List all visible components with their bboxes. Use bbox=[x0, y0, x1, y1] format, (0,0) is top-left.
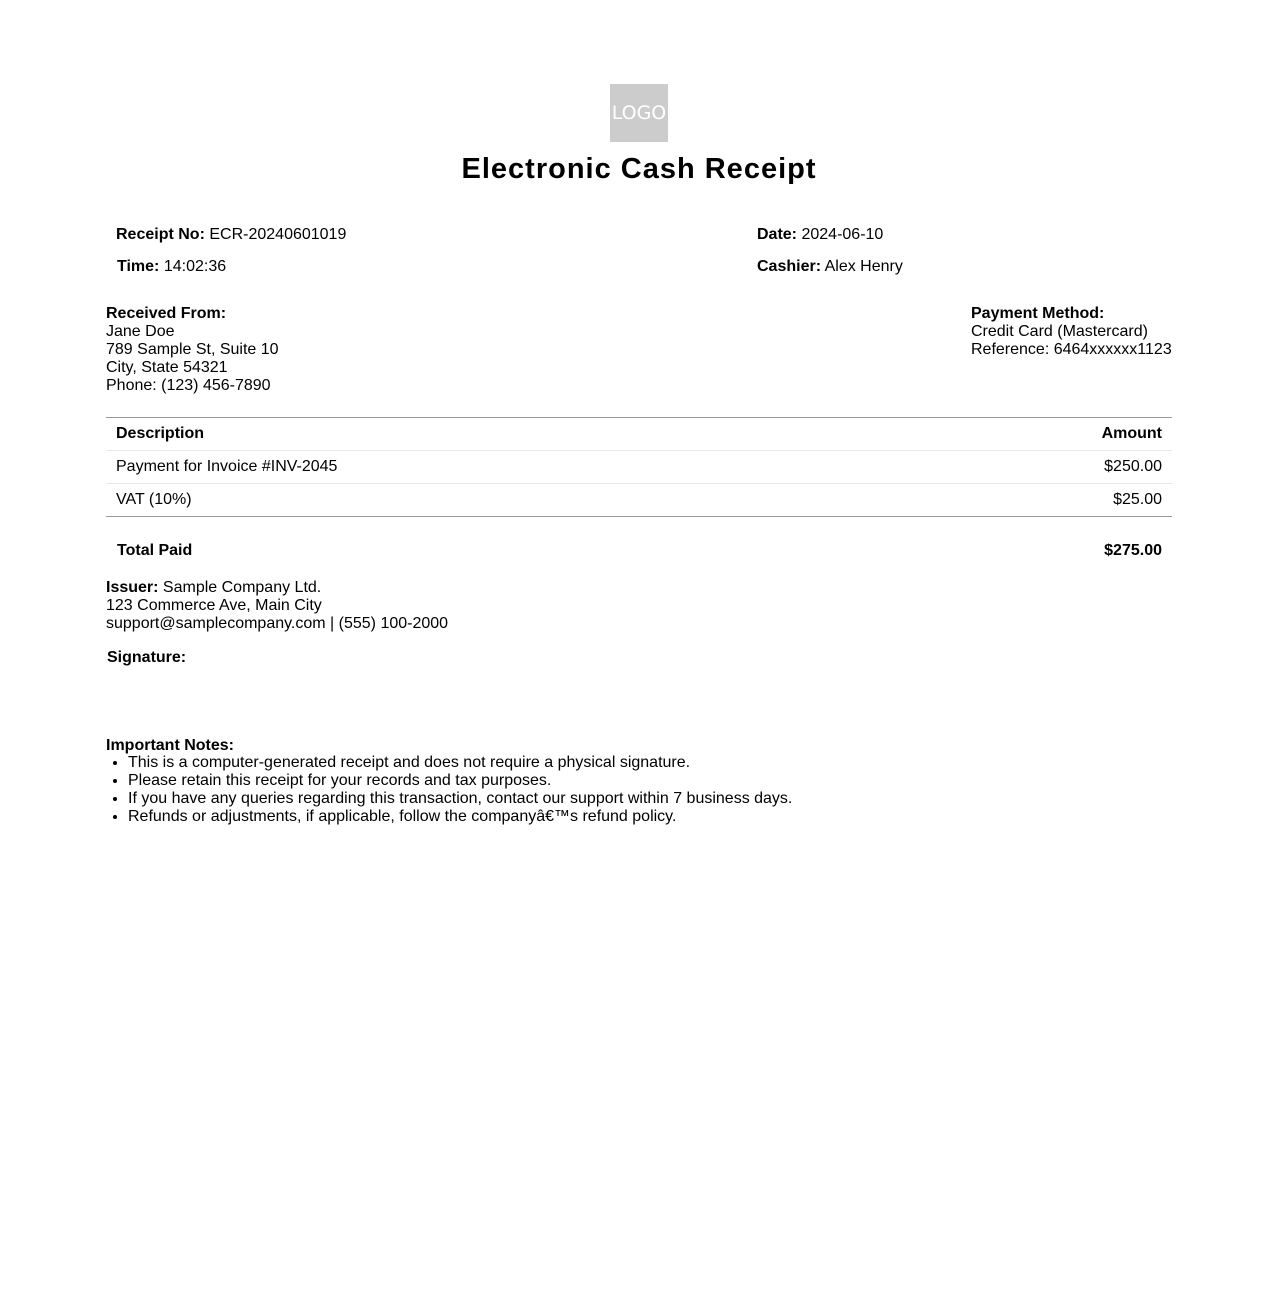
payer-name: Jane Doe bbox=[106, 323, 175, 340]
description-header: Description bbox=[116, 425, 205, 442]
list-item: • If you have any queries regarding this transaction, contact our support within 7 business days. bbox=[128, 790, 792, 808]
list-item: • Please retain this receipt for your records and tax purposes. bbox=[128, 772, 792, 790]
signature-label: Signature: bbox=[107, 649, 187, 666]
item-amount: $250.00 bbox=[906, 451, 1172, 484]
issuer-label: Issuer: bbox=[106, 579, 159, 596]
receipt-date-value: 2024-06-10 bbox=[801, 226, 884, 243]
table-row bbox=[106, 451, 1172, 484]
item-description: Payment for Invoice #INV-2045 bbox=[106, 451, 906, 484]
received-from-block bbox=[106, 305, 279, 395]
receipt-date bbox=[757, 226, 883, 244]
item-description: VAT (10%) bbox=[106, 484, 906, 517]
receipt-number-value: ECR-20240601019 bbox=[209, 226, 347, 243]
company-logo: LOGO bbox=[610, 84, 668, 142]
notes-label: Important Notes: bbox=[106, 737, 234, 754]
payment-method-label: Payment Method: bbox=[971, 305, 1105, 322]
payer-address-line1: 789 Sample St, Suite 10 bbox=[106, 341, 279, 358]
payer-address-line2: City, State 54321 bbox=[106, 359, 228, 376]
issuer-line bbox=[106, 579, 448, 597]
cashier-label: Cashier: bbox=[757, 258, 822, 275]
line-items-table bbox=[106, 417, 1172, 517]
cashier-value: Alex Henry bbox=[824, 258, 903, 275]
receipt-number-label: Receipt No: bbox=[116, 226, 205, 243]
receipt-number bbox=[116, 226, 346, 244]
payment-method-block bbox=[971, 305, 1172, 359]
notes-list bbox=[106, 754, 792, 826]
cashier bbox=[757, 258, 903, 276]
item-amount: $25.00 bbox=[906, 484, 1172, 517]
issuer-contact: support@samplecompany.com | (555) 100-2000 bbox=[106, 615, 449, 632]
receipt-time-label: Time: bbox=[117, 258, 160, 275]
receipt-time bbox=[117, 258, 226, 276]
payer-phone: Phone: (123) 456-7890 bbox=[106, 377, 271, 394]
page-title: Electronic Cash Receipt bbox=[461, 153, 817, 185]
received-from-label: Received From: bbox=[106, 305, 227, 322]
table-row bbox=[106, 484, 1172, 517]
issuer-address: 123 Commerce Ave, Main City bbox=[106, 597, 322, 614]
issuer-block bbox=[106, 579, 448, 633]
list-item: • Refunds or adjustments, if applicable, follow the companyâ€™s refund policy. bbox=[128, 808, 792, 826]
receipt-time-value: 14:02:36 bbox=[163, 258, 227, 275]
total-paid-label: Total Paid bbox=[117, 542, 193, 559]
list-item: • This is a computer-generated receipt and does not require a physical signature. bbox=[128, 754, 792, 772]
receipt-date-label: Date: bbox=[757, 226, 798, 243]
payment-method-value: Credit Card (Mastercard) bbox=[971, 323, 1148, 340]
amount-header: Amount bbox=[1101, 425, 1162, 442]
total-paid-value: $275.00 bbox=[1104, 542, 1162, 559]
payment-reference: Reference: 6464xxxxxx1123 bbox=[971, 341, 1172, 358]
issuer-name: Sample Company Ltd. bbox=[162, 579, 322, 596]
table-header-row bbox=[106, 418, 1172, 451]
